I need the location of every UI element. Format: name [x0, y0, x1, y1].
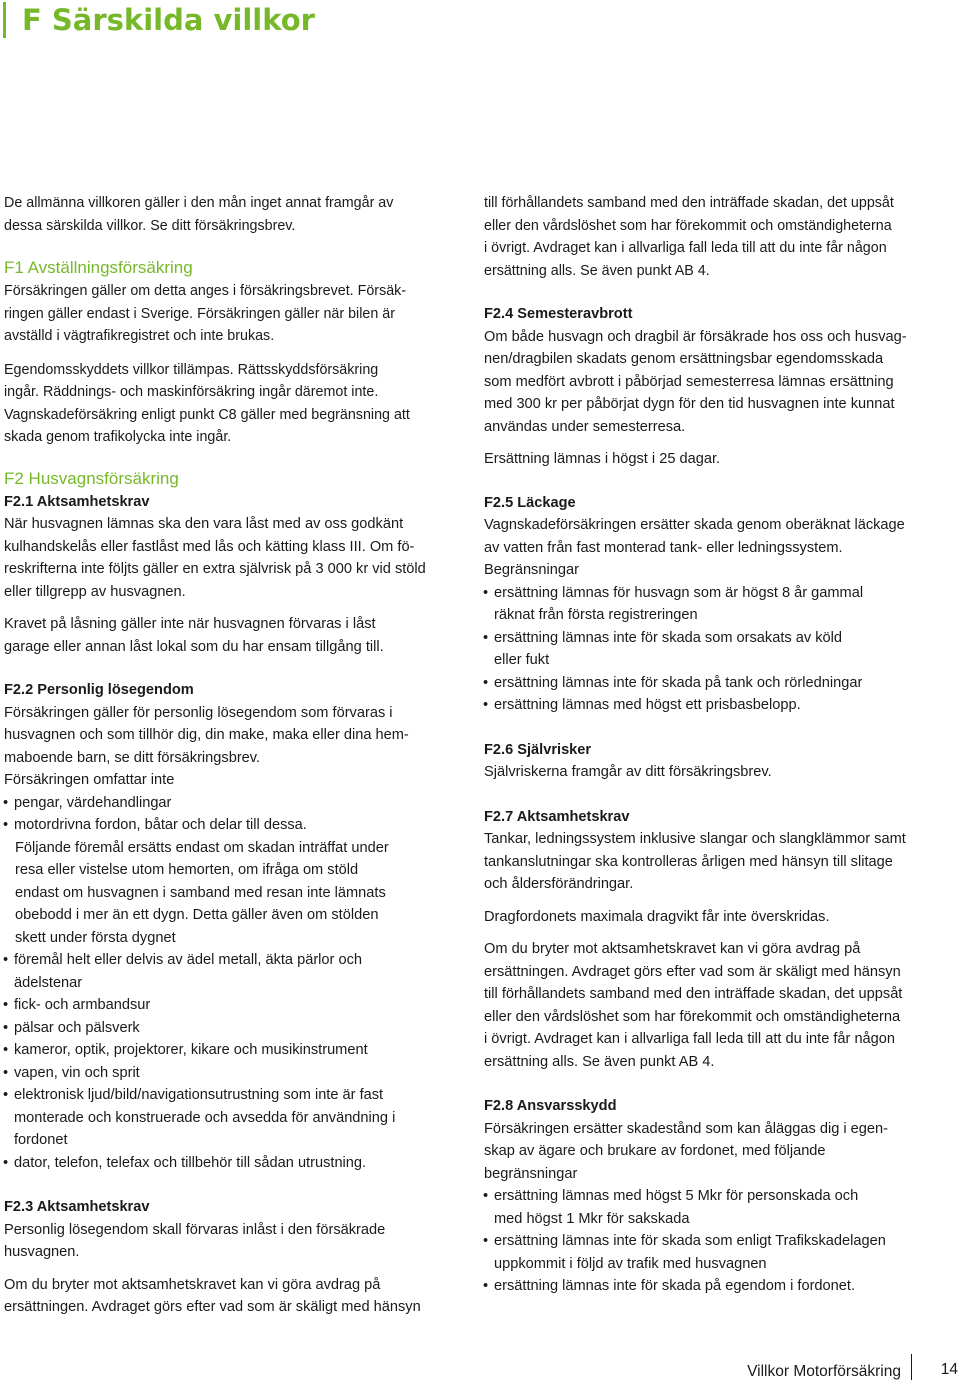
- text-line: nen/dragbilen skadats genom ersättningsbar egendomsskada: [484, 351, 884, 367]
- f2-3-paragraph-1: [4, 1219, 464, 1264]
- list-item: • pälsar och pälsverk: [4, 1017, 464, 1040]
- exclusion-list: [4, 792, 464, 837]
- text-line: eller tillgrepp av husvagnen.: [4, 583, 186, 600]
- text-line: Ersättning lämnas i högst i 25 dagar.: [484, 451, 721, 467]
- subsection-heading-f2-5: F2.5 Läckage: [484, 494, 576, 511]
- text-line: ingår. Räddnings- och maskinförsäkring ingår däremot inte.: [4, 384, 379, 400]
- list-item: • ersättning lämnas inte för skada som enligt Trafikskadelagen: [484, 1230, 954, 1253]
- bullet-icon: •: [3, 1019, 9, 1036]
- text-line: Om både husvagn och dragbil är försäkrade hos oss och husvag-: [484, 328, 907, 345]
- bullet-icon: •: [3, 1064, 9, 1081]
- subsection-heading-f2-1: F2.1 Aktsamhetskrav: [4, 493, 150, 510]
- f2-1-paragraph-2: [4, 613, 464, 658]
- f1-paragraph-2: [4, 359, 464, 449]
- list-item: • ersättning lämnas inte för skada på tank och rörledningar: [484, 672, 954, 695]
- section-heading-f2: F2 Husvagnsförsäkring: [4, 468, 179, 488]
- bullet-icon: •: [483, 1188, 489, 1204]
- text-line: som medfört avbrott i påbörjad semesterresa lämnas ersättning: [484, 373, 894, 390]
- list-item: • dator, telefon, telefax och tillbehör till sådan utrustning.: [4, 1152, 464, 1175]
- text-line: Vagnskadeförsäkringen ersätter skada genom oberäknat läckage: [484, 517, 905, 533]
- text-line: Vagnskadeförsäkring enligt punkt C8 gäller med begränsning att: [4, 406, 410, 423]
- intro-paragraph: [4, 192, 464, 237]
- text-line: ersättningen. Avdraget görs efter vad som är skäligt med hänsyn: [484, 963, 901, 980]
- list-item-continuation: eller fukt: [494, 652, 550, 668]
- text-line: i övrigt. Avdraget kan i allvarliga fall leda till att du inte får någon: [484, 240, 887, 256]
- left-column: [4, 192, 464, 1319]
- text-line: endast om husvagnen i samband med resan inte lämnats: [15, 884, 386, 901]
- text-line: maboende barn, se ditt försäkringsbrev.: [4, 749, 261, 766]
- list-item: • kameror, optik, projektorer, kikare och musikinstrument: [4, 1039, 464, 1062]
- bullet-icon: •: [3, 1154, 9, 1171]
- bullet-icon: •: [3, 997, 9, 1013]
- f2-6-paragraph: [484, 761, 954, 784]
- travel-items-list: [4, 949, 464, 1174]
- list-item-continuation: med högst 1 Mkr för sakskada: [494, 1210, 690, 1227]
- f2-2-paragraph: [4, 702, 464, 792]
- list-item: • ersättning lämnas inte för skada på egendom i fordonet.: [484, 1275, 954, 1298]
- list-item: • ersättning lämnas inte för skada som orsakats av köld: [484, 627, 954, 650]
- page-title: F Särskilda villkor: [22, 3, 315, 37]
- f2-4-paragraph-2: [484, 448, 954, 471]
- text-line: Självriskerna framgår av ditt försäkringsbrev.: [484, 764, 772, 780]
- bullet-icon: •: [3, 794, 9, 811]
- text-line: eller den vårdslöshet som har förekommit och omständigheterna: [484, 1008, 901, 1025]
- f2-1-paragraph-1: [4, 513, 464, 603]
- subsection-heading-f2-3: F2.3 Aktsamhetskrav: [4, 1199, 150, 1215]
- text-line: användas under semesterresa.: [484, 418, 686, 435]
- continuation-paragraph: [484, 192, 954, 282]
- text-line: med 300 kr per påbörjat dygn för den tid husvagnen inte kunnat: [484, 396, 895, 412]
- text-line: och åldersförändringar.: [484, 876, 634, 892]
- list-item: • pengar, värdehandlingar: [4, 792, 464, 815]
- text-line: ersättning alls. Se även punkt AB 4.: [484, 262, 710, 279]
- text-line: Personlig lösegendom skall förvaras inlåst i den försäkrade: [4, 1221, 386, 1238]
- section-heading-f1: F1 Avställningsförsäkring: [4, 258, 193, 277]
- text-line: Kravet på låsning gäller inte när husvagnen förvaras i låst: [4, 616, 376, 632]
- text-line: till förhållandets samband med den inträffade skadan, det uppsåt: [484, 195, 894, 211]
- subsection-heading-f2-4: F2.4 Semesteravbrott: [484, 306, 633, 322]
- bullet-icon: •: [483, 697, 489, 713]
- bullet-icon: •: [483, 584, 489, 601]
- text-line: Följande föremål ersätts endast om skadan inträffat under: [15, 839, 389, 856]
- subsection-heading-f2-8: F2.8 Ansvarsskydd: [484, 1098, 617, 1114]
- text-line: De allmänna villkoren gäller i den mån inget annat framgår av: [4, 195, 394, 211]
- text-line: obebodd i mer än ett dygn. Detta gäller även om stölden: [15, 907, 379, 923]
- text-line: begränsningar: [484, 1165, 578, 1182]
- right-column: [484, 192, 954, 1298]
- subsection-heading-f2-6: F2.6 Självrisker: [484, 741, 592, 758]
- text-line: husvagnen och som tillhör dig, din make, maka eller dina hem-: [4, 727, 409, 743]
- text-line: till förhållandets samband med den inträffade skadan, det uppsåt: [484, 986, 903, 1002]
- list-item-continuation: monterade och konstruerade och avsedda för användning i: [14, 1109, 396, 1126]
- text-line: kulhandskelås eller fastlåst med lås och kätting klass III. Om fö-: [4, 538, 415, 555]
- text-line: dessa särskilda villkor. Se ditt försäkringsbrev.: [4, 217, 296, 234]
- bullet-icon: •: [483, 1233, 489, 1249]
- text-line: ersättningen. Avdraget görs efter vad som är skäligt med hänsyn: [4, 1299, 421, 1315]
- list-item: • ersättning lämnas för husvagn som är högst 8 år gammal: [484, 582, 954, 605]
- text-line: Försäkringen gäller om detta anges i försäkringsbrevet. Försäk-: [4, 283, 407, 299]
- text-line: resa eller vistelse utom hemorten, om ifråga om stöld: [15, 862, 359, 878]
- list-item-continuation: fordonet: [14, 1132, 68, 1148]
- text-line: Om du bryter mot aktsamhetskravet kan vi göra avdrag på: [4, 1276, 381, 1293]
- bullet-icon: •: [483, 629, 489, 646]
- text-line: Om du bryter mot aktsamhetskravet kan vi göra avdrag på: [484, 941, 861, 957]
- text-line: av vatten från fast monterad tank- eller ledningssystem.: [484, 539, 843, 556]
- bullet-icon: •: [3, 817, 9, 833]
- list-item: • motordrivna fordon, båtar och delar till dessa.: [4, 814, 464, 837]
- list-item-continuation: räknat från första registreringen: [494, 607, 698, 623]
- text-line: skada genom trafikolycka inte ingår.: [4, 429, 232, 445]
- text-line: Dragfordonets maximala dragvikt får inte överskridas.: [484, 908, 830, 925]
- text-line: Försäkringen ersätter skadestånd som kan åläggas dig i egen-: [484, 1120, 888, 1137]
- text-line: tankanslutningar ska kontrolleras årligen med hänsyn till slitage: [484, 853, 893, 870]
- bullet-icon: •: [483, 1278, 489, 1294]
- text-line: reskrifterna inte följts gäller en extra självrisk på 3 000 kr vid stöld: [4, 561, 426, 577]
- liability-limitations-list: [484, 1185, 954, 1298]
- bullet-icon: •: [483, 674, 489, 691]
- text-line: garage eller annan låst lokal som du har ensam tillgång till.: [4, 638, 384, 655]
- f2-4-paragraph-1: [484, 326, 954, 439]
- text-line: eller den vårdslöshet som har förekommit och omständigheterna: [484, 217, 892, 234]
- bullet-icon: •: [3, 1087, 9, 1103]
- text-line: Försäkringen gäller för personlig lösegendom som förvaras i: [4, 704, 393, 721]
- bullet-icon: •: [3, 1042, 9, 1058]
- header-accent-bar: [3, 2, 6, 38]
- text-line: Egendomsskyddets villkor tillämpas. Rättsskyddsförsäkring: [4, 361, 379, 378]
- f2-3-paragraph-2: [4, 1274, 464, 1319]
- list-item: • fick- och armbandsur: [4, 994, 464, 1017]
- subsection-heading-f2-2: F2.2 Personlig lösegendom: [4, 682, 194, 698]
- f2-8-paragraph: [484, 1118, 954, 1186]
- f2-7-paragraph-1: [484, 828, 954, 896]
- list-item-continuation: uppkommit i följd av trafik med husvagnen: [494, 1255, 767, 1272]
- f1-paragraph-1: [4, 280, 464, 348]
- text-line: husvagnen.: [4, 1244, 80, 1260]
- travel-condition-paragraph: [4, 837, 464, 950]
- leakage-limitations-list: [484, 582, 954, 717]
- text-line: Begränsningar: [484, 562, 579, 578]
- subsection-heading-f2-7: F2.7 Aktsamhetskrav: [484, 808, 630, 825]
- text-line: ersättning alls. Se även punkt AB 4.: [484, 1053, 715, 1070]
- footer-divider: [911, 1354, 912, 1380]
- f2-7-paragraph-3: [484, 938, 954, 1073]
- text-line: ringen gäller endast i Sverige. Försäkringen gäller när bilen är: [4, 305, 395, 322]
- text-line: När husvagnen lämnas ska den vara låst med av oss godkänt: [4, 516, 404, 532]
- page-number: 14: [940, 1361, 958, 1378]
- text-line: avställd i vägtrafikregistret och inte brukas.: [4, 328, 275, 344]
- f2-5-paragraph: [484, 514, 954, 582]
- text-line: skett under första dygnet: [15, 929, 176, 946]
- text-line: Försäkringen omfattar inte: [4, 772, 175, 788]
- bullet-icon: •: [3, 952, 9, 968]
- footer-label: Villkor Motorförsäkring: [747, 1363, 901, 1380]
- text-line: i övrigt. Avdraget kan i allvarliga fall leda till att du inte får någon: [484, 1031, 896, 1047]
- list-item-continuation: ädelstenar: [14, 974, 83, 991]
- list-item: • föremål helt eller delvis av ädel metall, äkta pärlor och: [4, 949, 464, 972]
- list-item: • elektronisk ljud/bild/navigationsutrustning som inte är fast: [4, 1084, 464, 1107]
- text-line: Tankar, ledningssystem inklusive slangar och slangklämmor samt: [484, 831, 906, 847]
- f2-7-paragraph-2: [484, 906, 954, 929]
- list-item: • ersättning lämnas med högst ett prisbasbelopp.: [484, 694, 954, 717]
- list-item: • ersättning lämnas med högst 5 Mkr för personskada och: [484, 1185, 954, 1208]
- list-item: • vapen, vin och sprit: [4, 1062, 464, 1085]
- page-footer: [720, 1352, 960, 1392]
- text-line: skap av ägare och brukare av fordonet, med följande: [484, 1143, 826, 1159]
